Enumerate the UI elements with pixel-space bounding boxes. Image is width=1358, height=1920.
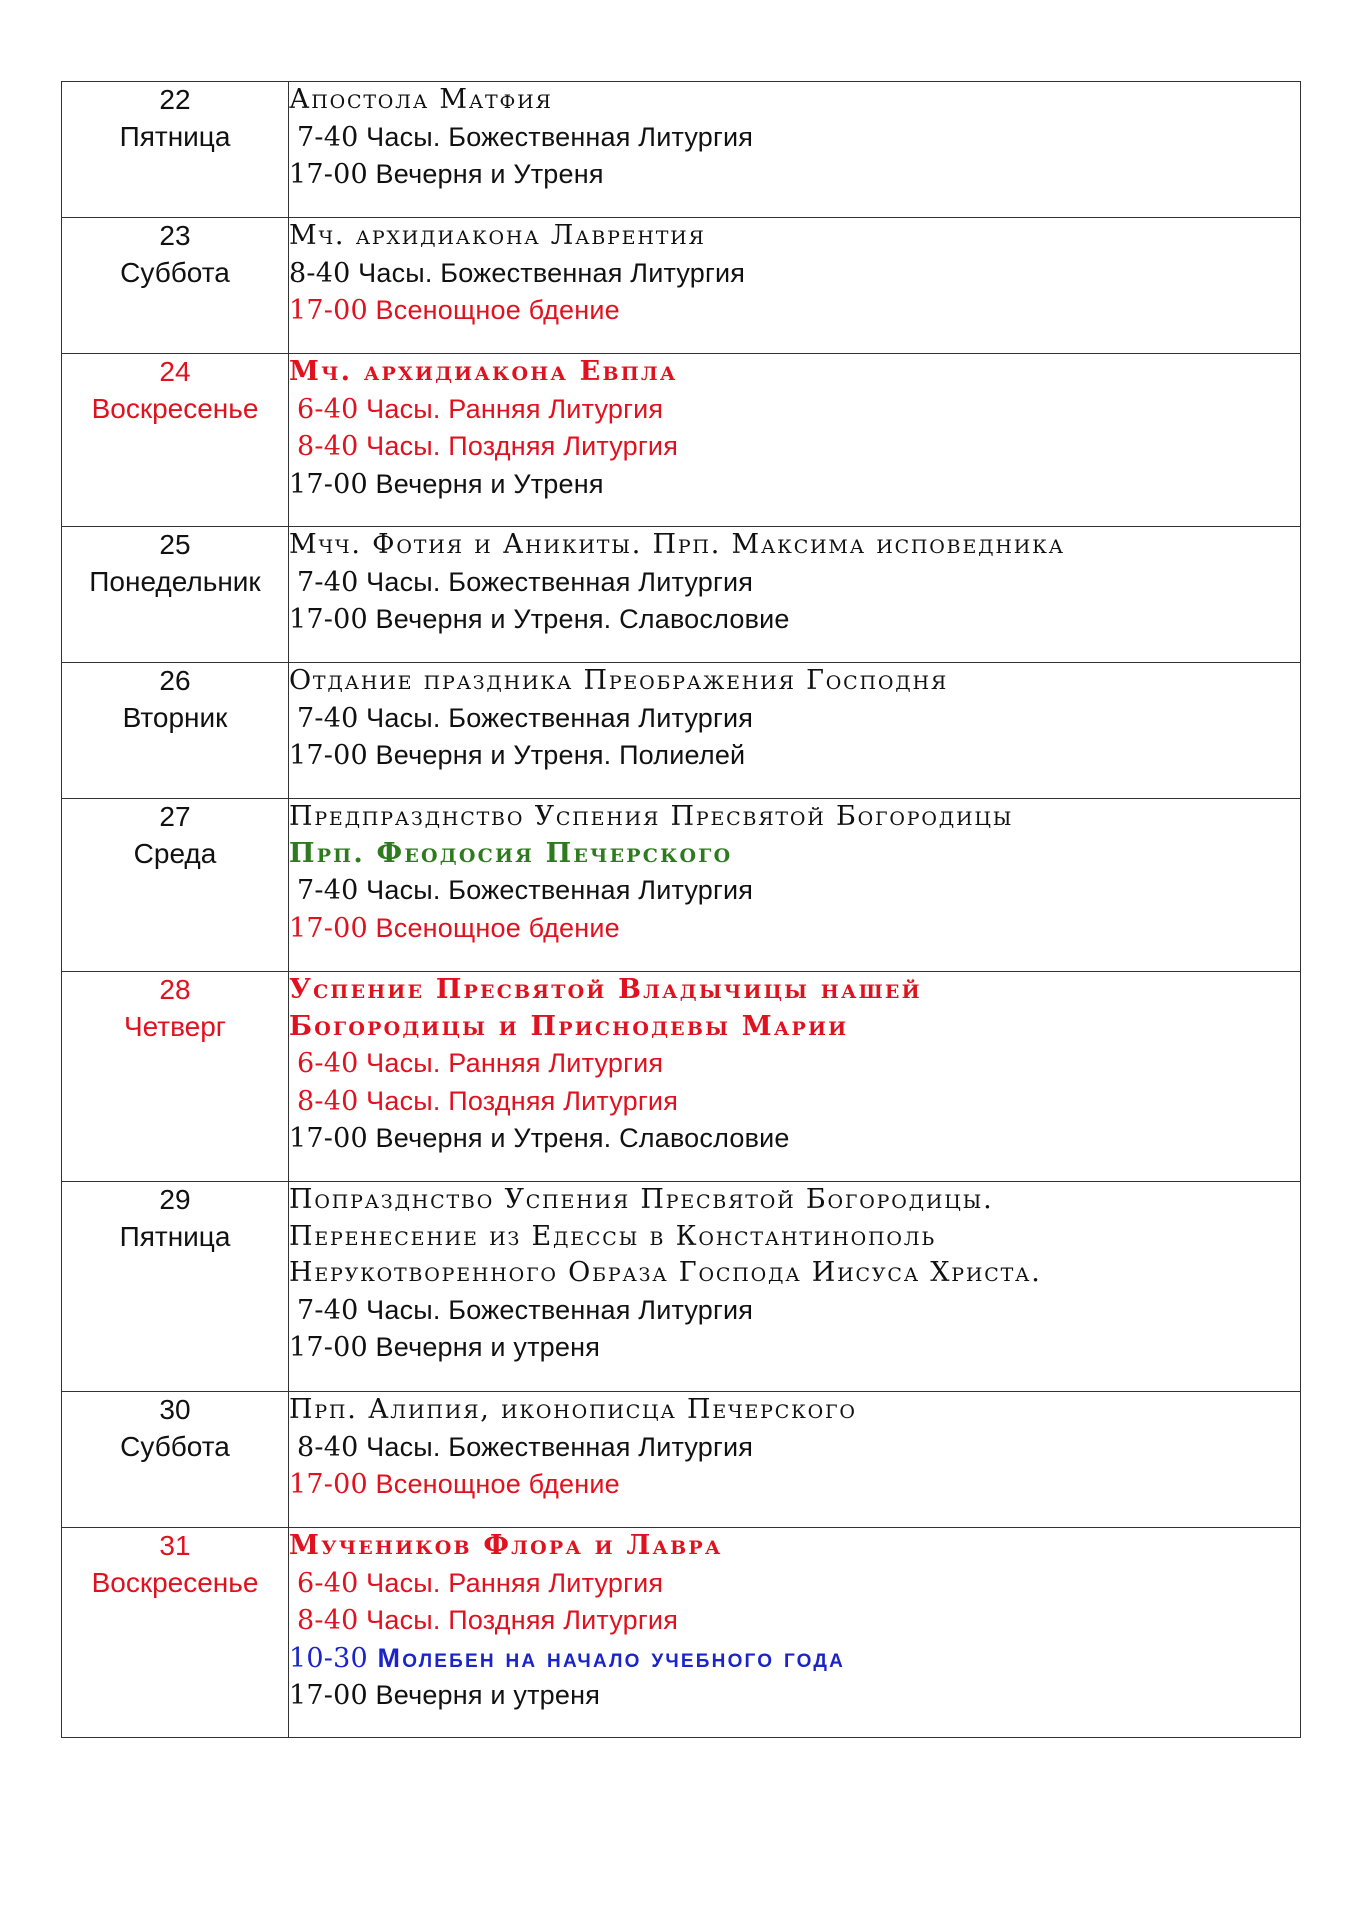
service-line: [289, 391, 1300, 429]
day-cell: [62, 354, 289, 527]
feast-title: Успение Пресвятой Владычицы нашей: [289, 974, 922, 1005]
schedule-row: [62, 527, 1301, 663]
service-line: [289, 255, 1300, 293]
feast-title: Прп. Феодосия Печерского: [289, 837, 733, 869]
day-number: 25: [159, 529, 191, 560]
service-line: [289, 872, 1300, 910]
day-number: 27: [159, 801, 191, 832]
service-line: [289, 156, 1300, 194]
services-cell: [289, 218, 1301, 354]
day-number: 29: [159, 1184, 191, 1215]
service-name: Вечерня и Утреня. Славословие: [367, 604, 790, 634]
service-time: 17-00: [289, 1332, 368, 1363]
feast-title: Отдание праздника Преображения Господня: [289, 665, 948, 696]
services-cell: [289, 1182, 1301, 1392]
service-name: Вечерня и Утреня. Полиелей: [367, 740, 746, 770]
service-line: [289, 1677, 1300, 1715]
service-line: [289, 910, 1300, 948]
service-name: Часы. Ранняя Литургия: [358, 1567, 664, 1598]
service-time: 17-00: [289, 295, 368, 326]
service-line: [289, 737, 1300, 775]
weekday-label: Воскресенье: [91, 392, 259, 424]
day-number: 26: [159, 665, 191, 696]
service-name: Часы. Поздняя Литургия: [358, 431, 679, 461]
service-line: [289, 1429, 1300, 1467]
service-line: [289, 1292, 1300, 1330]
service-name: Вечерня и Утреня. Славословие: [367, 1123, 790, 1153]
services-cell: [289, 82, 1301, 218]
service-line: [289, 1120, 1300, 1158]
schedule-row: [62, 1182, 1301, 1392]
service-line: [289, 119, 1300, 157]
service-line: [289, 564, 1300, 602]
services-cell: [289, 972, 1301, 1182]
services-cell: [289, 527, 1301, 663]
service-line: [289, 428, 1300, 466]
day-cell: [62, 972, 289, 1182]
day-cell: [62, 799, 289, 972]
service-time: 6-40: [297, 1567, 359, 1599]
service-name: Вечерня и утреня: [367, 1332, 601, 1362]
services-cell: [289, 663, 1301, 799]
day-cell: [62, 82, 289, 218]
service-name: Часы. Божественная Литургия: [358, 702, 754, 733]
service-name: Часы. Божественная Литургия: [358, 1294, 754, 1325]
feast-title: Мчч. Фотия и Аникиты. Прп. Максима исповедника: [289, 529, 1065, 560]
service-name: Всенощное бдение: [367, 912, 620, 943]
feast-title: Перенесение из Едессы в Константинополь: [289, 1220, 937, 1252]
schedule-row: [62, 972, 1301, 1182]
schedule-row: [62, 82, 1301, 218]
service-time: 6-40: [297, 1048, 359, 1079]
feast-title: Нерукотворенного Образа Господа Иисуса Христа.: [289, 1257, 1042, 1288]
service-time: 8-40: [297, 431, 359, 462]
schedule-row: [62, 218, 1301, 354]
feast-title: Предпразднство Успения Пресвятой Богородицы: [289, 801, 1014, 832]
day-number: 31: [159, 1530, 191, 1561]
day-cell: [62, 1182, 289, 1392]
day-number: 22: [159, 84, 191, 115]
weekday-label: Среда: [133, 837, 217, 869]
weekday-label: Четверг: [123, 1010, 227, 1042]
schedule-row: [62, 799, 1301, 972]
service-name: Часы. Ранняя Литургия: [358, 1048, 664, 1078]
day-cell: [62, 1528, 289, 1738]
service-line: [289, 466, 1300, 504]
schedule-row: [62, 1392, 1301, 1528]
service-name: Всенощное бдение: [367, 295, 620, 325]
service-name: Часы. Поздняя Литургия: [358, 1085, 679, 1116]
service-time: 17-00: [289, 159, 368, 190]
service-time: 8-40: [297, 1085, 359, 1117]
weekday-label: Вторник: [122, 701, 228, 733]
feast-title: Попразднство Успения Пресвятой Богородицы.: [289, 1184, 994, 1215]
day-number: 28: [159, 974, 191, 1005]
service-time: 17-00: [289, 468, 368, 500]
moleben-title: Молебен на начало учебного года: [367, 1642, 846, 1673]
service-name: Часы. Божественная Литургия: [358, 566, 754, 597]
weekday-label: Воскресенье: [91, 1566, 259, 1598]
schedule-body: [62, 82, 1301, 1738]
feast-title: Прп. Алипия, иконописца Печерского: [289, 1394, 857, 1425]
service-name: Вечерня и Утреня: [367, 468, 604, 499]
services-cell: [289, 1528, 1301, 1738]
service-line: [289, 1565, 1300, 1603]
weekday-label: Пятница: [119, 120, 231, 152]
service-time: 7-40: [297, 121, 359, 153]
schedule-row: [62, 663, 1301, 799]
service-time: 17-00: [289, 912, 368, 944]
service-name: Вечерня и утреня: [367, 1680, 601, 1710]
feast-title: Мучеников Флора и Лавра: [289, 1530, 723, 1561]
feast-title: Апостола Матфия: [289, 84, 553, 115]
services-cell: [289, 1392, 1301, 1528]
service-time: 17-00: [289, 1469, 368, 1500]
feast-title: Мч. архидиакона Евпла: [289, 356, 678, 387]
service-time: 8-40: [297, 1605, 359, 1636]
weekday-label: Суббота: [120, 1430, 230, 1462]
feast-title: Мч. архидиакона Лаврентия: [289, 220, 706, 251]
moleben-line: [289, 1640, 1300, 1678]
day-cell: [62, 527, 289, 663]
day-number: 30: [159, 1394, 191, 1425]
weekday-label: Понедельник: [89, 565, 261, 597]
service-line: [289, 700, 1300, 738]
service-name: Часы. Ранняя Литургия: [358, 393, 664, 424]
service-line: [289, 1329, 1300, 1367]
services-cell: [289, 799, 1301, 972]
service-name: Часы. Божественная Литургия: [358, 1431, 754, 1462]
weekday-label: Пятница: [119, 1220, 231, 1252]
services-cell: [289, 354, 1301, 527]
service-time: 7-40: [297, 566, 359, 598]
service-name: Часы. Божественная Литургия: [358, 875, 754, 905]
schedule-table: [61, 81, 1301, 1738]
service-line: [289, 1083, 1300, 1121]
service-name: Вечерня и Утреня: [367, 159, 604, 189]
service-time: 17-00: [289, 740, 368, 771]
day-cell: [62, 218, 289, 354]
service-name: Часы. Поздняя Литургия: [358, 1605, 679, 1635]
day-cell: [62, 663, 289, 799]
service-name: Часы. Божественная Литургия: [358, 121, 754, 152]
service-line: [289, 1602, 1300, 1640]
schedule-row: [62, 1528, 1301, 1738]
service-time: 7-40: [297, 702, 359, 734]
service-time: 17-00: [289, 604, 368, 635]
service-time: 7-40: [297, 1294, 359, 1326]
day-number: 23: [159, 220, 191, 251]
service-name: Часы. Божественная Литургия: [350, 257, 746, 288]
day-cell: [62, 1392, 289, 1528]
weekday-label: Суббота: [120, 256, 230, 288]
service-line: [289, 1045, 1300, 1083]
service-time: 10-30: [289, 1642, 368, 1674]
service-name: Всенощное бдение: [367, 1469, 620, 1499]
service-time: 7-40: [297, 875, 359, 906]
service-line: [289, 292, 1300, 330]
service-line: [289, 1466, 1300, 1504]
service-line: [289, 601, 1300, 639]
service-time: 8-40: [297, 1431, 359, 1463]
service-time: 8-40: [289, 257, 351, 289]
day-number: 24: [159, 356, 191, 387]
service-time: 17-00: [289, 1680, 368, 1711]
schedule-row: [62, 354, 1301, 527]
service-time: 17-00: [289, 1123, 368, 1154]
feast-title: Богородицы и Приснодевы Марии: [289, 1010, 849, 1042]
service-time: 6-40: [297, 393, 359, 425]
